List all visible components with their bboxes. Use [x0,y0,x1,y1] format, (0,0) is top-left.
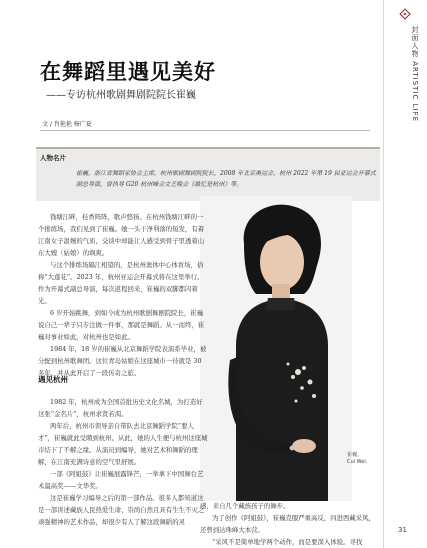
continued-column [200,500,380,548]
paragraph: 这是崔巍学习编导之后的第一部作品。很多人都知道这是一部讲述藏族人民热爱生命、崇尚自然且具有生生不灭之顽强精神的艺术作品，却很少有人了解这段舞蹈的灵 [38,494,205,526]
article-subtitle: ——专访杭州歌剧舞剧院院长崔巍 [46,90,196,101]
section-heading: 遇见杭州 [38,375,68,384]
paragraph: 1984 年，18 岁的崔巍从北京舞蹈学院表演系毕业，被分配到杭州歌舞团。这位青岛姑娘在这座城市一待就是 30 多年，并从此开启了一段传奇之旅。 [38,345,207,377]
side-divider [383,0,384,548]
article-byline: 文 / 肖艳艳 杨广夏 [42,121,92,128]
paragraph: 与这个排练场隔江相望的，是杭州奥体中心体育场，俗称“大莲花”。2023 年，杭州亚运会开幕式将在这里举行。作为开幕式副总导演，每次返程回来，崔巍的双脚都闪着光。 [38,261,204,305]
paragraph: 钱塘江畔，桂香阵阵，歌声悠扬。在杭州钱塘江畔的一个排练场，我们见到了崔巍。她一头干净利落的短发，有着江南女子温婉的气质，交谈中却能让人感受到骨子里透着山东大嫂（姑娘）的飒爽。 [38,213,205,257]
byline-divider [40,130,370,131]
intro-column [38,211,208,379]
portrait-photo [200,196,352,501]
photo-caption [347,452,367,466]
photo-caption-zh: 崔巍。 [347,452,363,458]
paragraph: 6 岁开始跳舞，到如今成为杭州歌剧舞剧院院长，崔巍说自己一辈子只专注做一件事，那就是舞蹈。从一而终，崔巍对事业如此，对杭州也是如此。 [38,309,205,341]
section-column [38,396,208,528]
paragraph: 感，来自几个藏族孩子的舞步。 [200,502,290,510]
profile-card [36,147,380,201]
profile-card-text: 崔巍，浙江省舞蹈家协会主席，杭州歌剧舞剧院院长，2008 年北京奥运会、杭州 2022 年第 19 届亚运会开幕式副总导演，曾执导 G20 杭州峰会文艺晚会《最忆是杭州》等。 [76,170,376,188]
photo-caption-en: Cui Wei. [347,459,368,465]
paragraph: “采风不是简单地学两个动作，而是要深入体验。寻找 [212,538,363,546]
paragraph: 1982 年，杭州成为全国首批历史文化名城，为打造好这张“金名片”，杭州求贤若渴。 [38,398,203,418]
diamond-ornament-icon [399,8,410,19]
paragraph: 为了创作《阿姐鼓》，崔巍克服严重高反，四进西藏采风，还曾到达珠峰大本营。 [200,514,375,534]
paragraph: 一部《阿姐鼓》让崔巍展露锋芒，一举拿下中国舞台艺术最高奖——文华奖。 [38,470,204,490]
article-title: 在舞蹈里遇见美好 [40,59,216,84]
page-number: 31 [398,526,407,534]
paragraph: 两年后，杭州市领导亲自带队去北京舞蹈学院“要人才”，崔巍就此受聘到杭州。从此，她的人生便与杭州这座城市结下了不解之缘。从演员到编导，她对艺术和舞蹈的理解，在江南充满诗意的空气里舒展。 [38,422,208,466]
column-label: 封面人物 ARTISTIC LIFE [411,26,419,123]
profile-card-tag: 人物名片 [40,154,66,162]
